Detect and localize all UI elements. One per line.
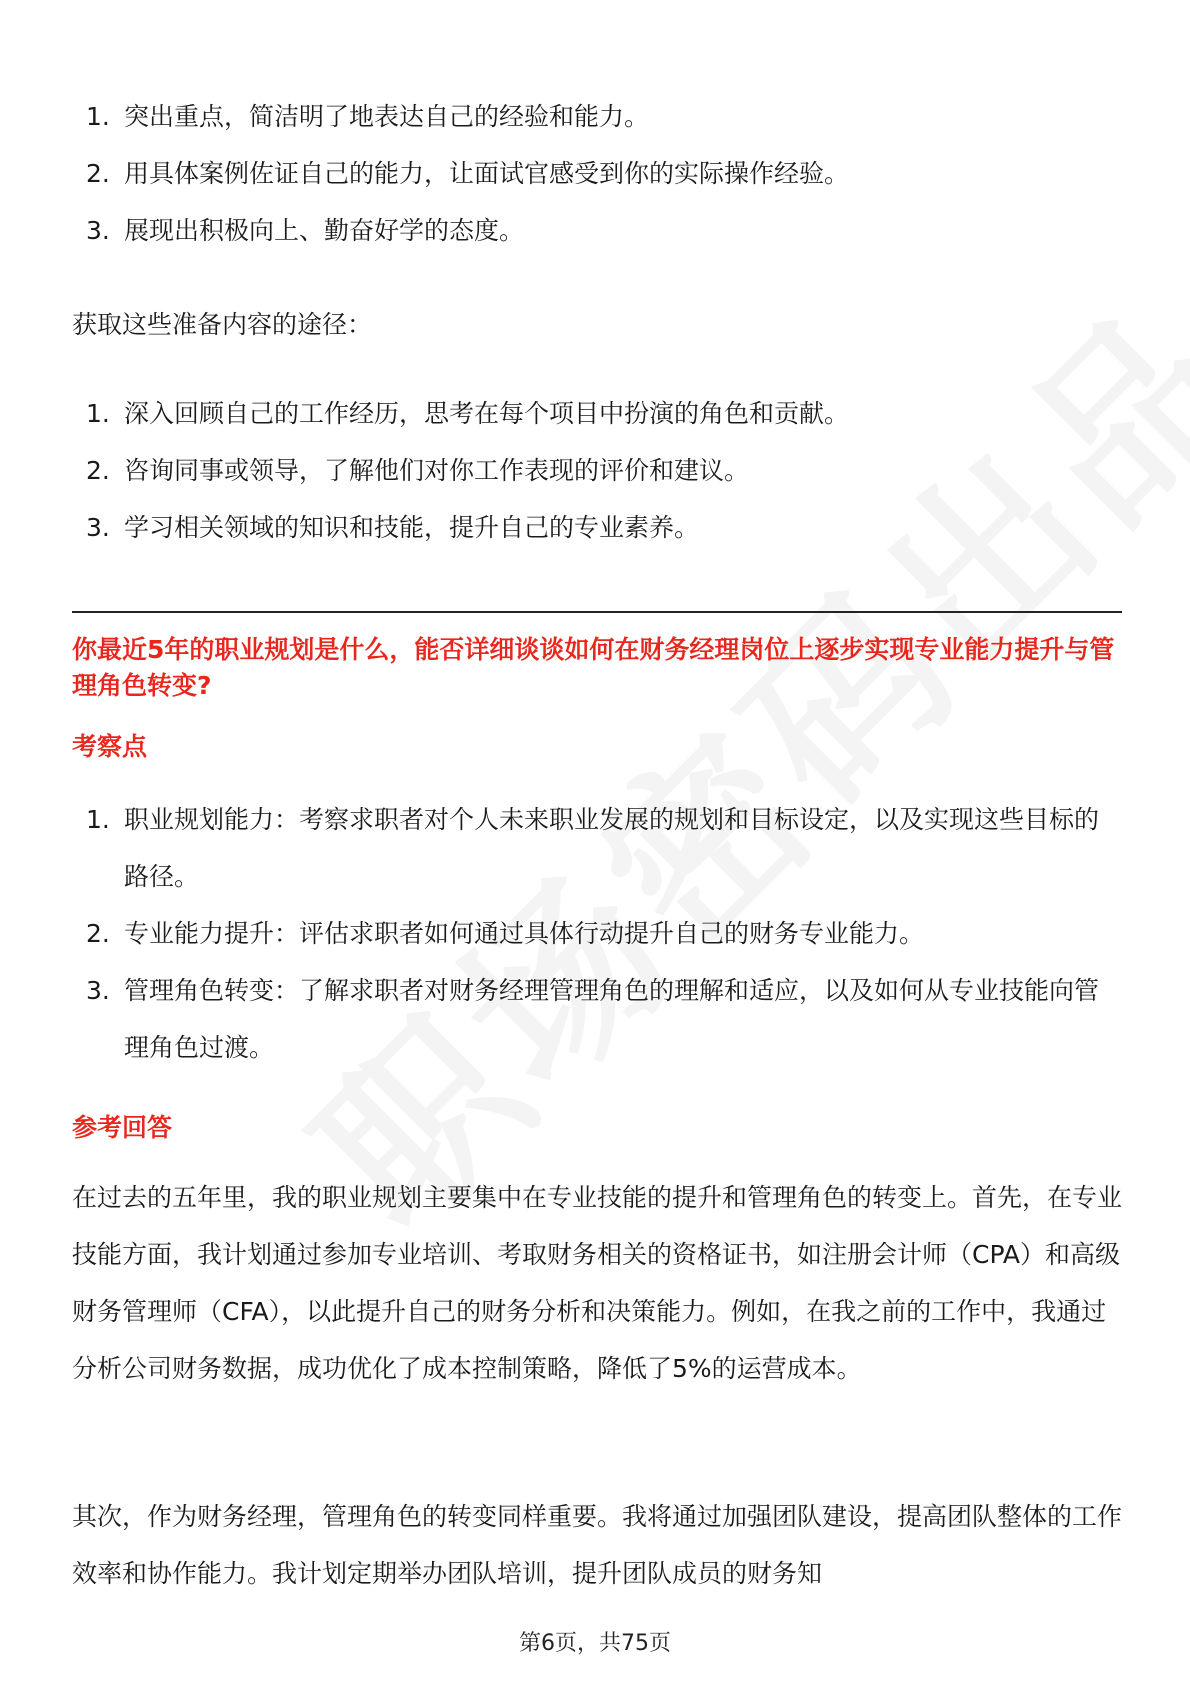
list-item bbox=[72, 499, 1122, 556]
list-text: 展现出积极向上、勤奋好学的态度。 bbox=[124, 216, 525, 245]
points-list bbox=[72, 791, 1122, 1076]
heading-points: 考察点 bbox=[72, 732, 148, 761]
list-item bbox=[72, 385, 1122, 442]
list-number: 2. bbox=[86, 159, 110, 188]
list-number: 1. bbox=[86, 102, 110, 131]
list-item bbox=[72, 962, 1122, 1076]
list-number: 2. bbox=[86, 919, 110, 948]
list-text: 突出重点，简洁明了地表达自己的经验和能力。 bbox=[124, 102, 650, 131]
list-text: 用具体案例佐证自己的能力，让面试官感受到你的实际操作经验。 bbox=[124, 159, 850, 188]
list-text: 深入回顾自己的工作经历，思考在每个项目中扮演的角色和贡献。 bbox=[124, 399, 850, 428]
list-item bbox=[72, 442, 1122, 499]
list-number: 1. bbox=[86, 805, 110, 834]
list-text: 管理角色转变：了解求职者对财务经理管理角色的理解和适应，以及如何从专业技能向管理角色过渡。 bbox=[124, 976, 1100, 1062]
paragraph-intro: 获取这些准备内容的途径： bbox=[72, 310, 373, 339]
list-text: 职业规划能力：考察求职者对个人未来职业发展的规划和目标设定，以及实现这些目标的路径。 bbox=[124, 805, 1100, 891]
list-number: 3. bbox=[86, 216, 110, 245]
list-text: 专业能力提升：评估求职者如何通过具体行动提升自己的财务专业能力。 bbox=[124, 919, 925, 948]
list-item bbox=[72, 791, 1122, 905]
list-number: 1. bbox=[86, 399, 110, 428]
list-item bbox=[72, 88, 1122, 145]
tips-list bbox=[72, 88, 1122, 259]
heading-answer: 参考回答 bbox=[72, 1113, 173, 1142]
list-item bbox=[72, 905, 1122, 962]
list-text: 咨询同事或领导，了解他们对你工作表现的评价和建议。 bbox=[124, 456, 750, 485]
sources-list bbox=[72, 385, 1122, 556]
list-number: 2. bbox=[86, 456, 110, 485]
answer-paragraph-1: 在过去的五年里，我的职业规划主要集中在专业技能的提升和管理角色的转变上。首先，在专业技能方面，我计划通过参加专业培训、考取财务相关的资格证书，如注册会计师（CPA）和高级财务管理师（CFA），以此提升自己的财务分析和决策能力。例如，在我之前的工作中，我通过分析公司财务数据，成功优化了成本控制策略，降低了5%的运营成本。 bbox=[72, 1183, 1123, 1383]
section-divider bbox=[72, 611, 1122, 613]
page-footer: 第6页，共75页 bbox=[519, 1631, 671, 1656]
answer-paragraph-2: 其次，作为财务经理，管理角色的转变同样重要。我将通过加强团队建设，提高团队整体的工作效率和协作能力。我计划定期举办团队培训，提升团队成员的财务知 bbox=[72, 1502, 1123, 1588]
list-item bbox=[72, 202, 1122, 259]
list-text: 学习相关领域的知识和技能，提升自己的专业素养。 bbox=[124, 513, 700, 542]
list-number: 3. bbox=[86, 976, 110, 1005]
list-number: 3. bbox=[86, 513, 110, 542]
list-item bbox=[72, 145, 1122, 202]
interview-question: 你最近5年的职业规划是什么，能否详细谈谈如何在财务经理岗位上逐步实现专业能力提升与管理角色转变? bbox=[72, 635, 1115, 700]
